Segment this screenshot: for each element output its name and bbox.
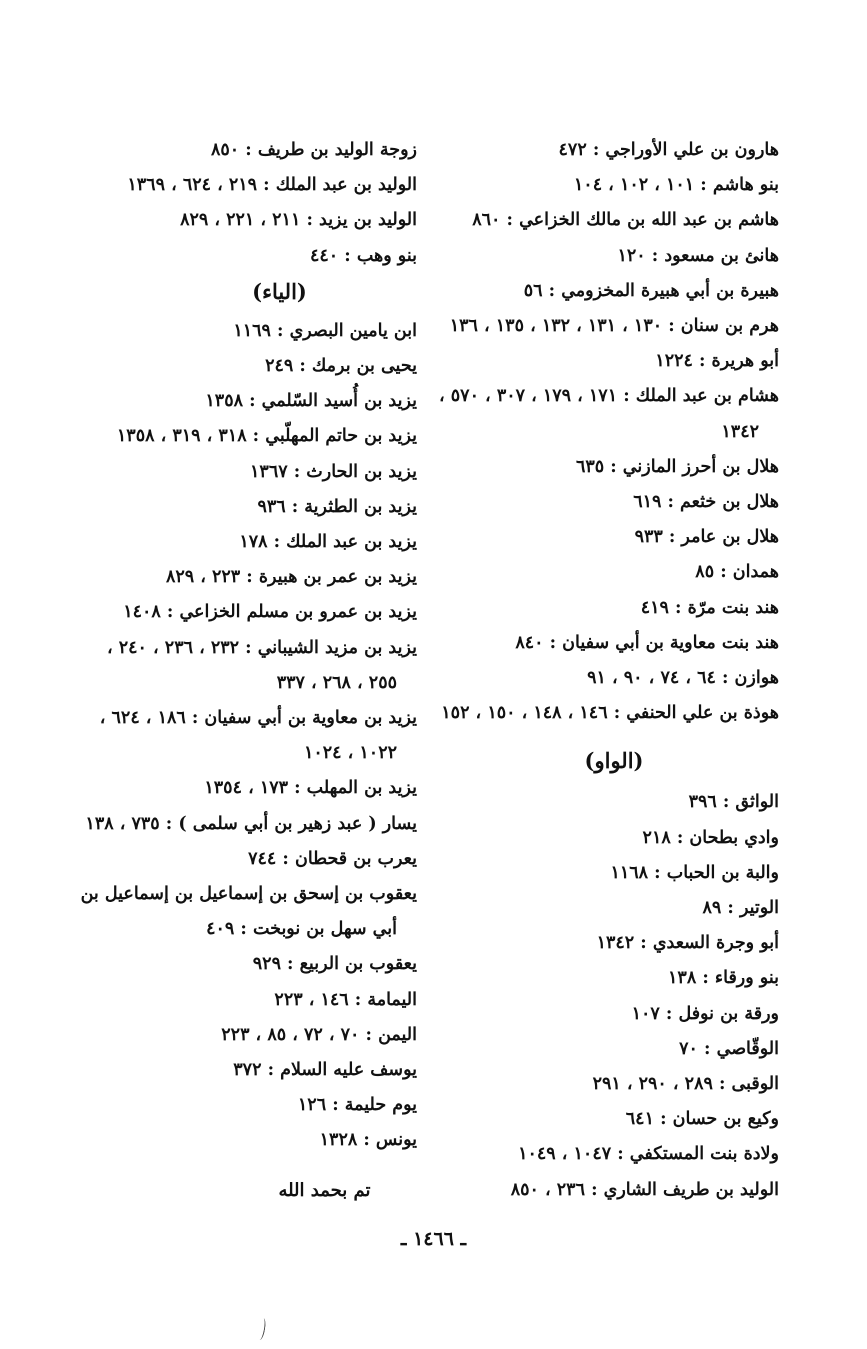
index-entry: هاشم بن عبد الله بن مالك الخزاعي : ٨٦٠ [472, 210, 779, 231]
index-entry: والبة بن الحباب : ١١٦٨ [610, 862, 779, 883]
page-number: ـ ١٤٦٦ ـ [400, 1228, 467, 1250]
index-entry-continuation: ١٠٢٢ ، ١٠٢٤ [303, 743, 397, 764]
index-entry: الوليد بن عبد الملك : ٢١٩ ، ٦٢٤ ، ١٣٦٩ [127, 175, 417, 196]
index-entry: يزيد بن معاوية بن أبي سفيان : ١٨٦ ، ٦٢٤ ، [99, 708, 417, 729]
scan-mark [256, 1318, 267, 1341]
section-heading-waw: (الواو) [584, 748, 644, 774]
index-entry: يزيد بن حاتم المهلّبي : ٣١٨ ، ٣١٩ ، ١٣٥٨ [116, 426, 417, 447]
index-entry: هند بنت مرّة : ٤١٩ [640, 597, 779, 618]
index-entry: يعقوب بن الربيع : ٩٢٩ [252, 954, 417, 975]
index-entry: الوليد بن يزيد : ٢١١ ، ٢٢١ ، ٨٢٩ [180, 210, 417, 231]
index-entry: هلال بن أحرز المازني : ٦٣٥ [575, 456, 779, 477]
section-heading-ya: (الياء) [252, 278, 307, 304]
index-entry: أبو وجرة السعدي : ١٣٤٢ [596, 933, 779, 954]
closing-phrase: تم بحمد الله [278, 1179, 371, 1201]
index-entry: هانئ بن مسعود : ١٢٠ [617, 245, 779, 266]
index-entry: يونس : ١٣٢٨ [319, 1130, 417, 1151]
index-entry: يوم حليمة : ١٢٦ [297, 1095, 417, 1116]
index-column-left [82, 133, 417, 1208]
index-entry: اليمامة : ١٤٦ ، ٢٢٣ [274, 989, 417, 1010]
index-entry: هبيرة بن أبي هبيرة المخزومي : ٥٦ [523, 280, 779, 301]
index-entry: همدان : ٨٥ [695, 562, 779, 583]
index-entry: هند بنت معاوية بن أبي سفيان : ٨٤٠ [515, 632, 779, 653]
index-entry: الواثق : ٣٩٦ [688, 792, 779, 813]
index-entry: الوقبى : ٢٨٩ ، ٢٩٠ ، ٢٩١ [592, 1074, 779, 1095]
index-entry: يزيد بن عبد الملك : ١٧٨ [239, 532, 417, 553]
index-entry-continuation: ١٣٤٢ [721, 421, 759, 442]
index-entry: هشام بن عبد الملك : ١٧١ ، ١٧٩ ، ٣٠٧ ، ٥٧٠ ، [439, 386, 779, 407]
index-entry: ورقة بن نوفل : ١٠٧ [631, 1003, 779, 1024]
index-entry: ولادة بنت المستكفي : ١٠٤٧ ، ١٠٤٩ [518, 1144, 779, 1165]
index-entry: يعقوب بن إسحق بن إسماعيل بن إسماعيل بن [80, 884, 417, 905]
index-entry: يوسف عليه السلام : ٣٧٢ [233, 1060, 417, 1081]
index-entry: بنو ورقاء : ١٣٨ [668, 968, 779, 989]
index-entry: هوذة بن علي الحنفي : ١٤٦ ، ١٤٨ ، ١٥٠ ، ١٥٢ [441, 703, 779, 724]
index-entry: وكيع بن حسان : ٦٤١ [625, 1109, 779, 1130]
index-entry: هارون بن علي الأوراجي : ٤٧٢ [558, 140, 779, 160]
index-entry: يسار ( عبد زهير بن أبي سلمى ) : ٧٣٥ ، ١٣٨ [85, 813, 417, 834]
index-entry: يزيد بن المهلب : ١٧٣ ، ١٣٥٤ [204, 778, 417, 799]
index-entry: الوليد بن طريف الشاري : ٢٣٦ ، ٨٥٠ [510, 1179, 779, 1200]
index-entry: هلال بن عامر : ٩٣٣ [634, 527, 779, 548]
index-entry: بنو وهب : ٤٤٠ [310, 245, 417, 266]
index-entry: الوقّاصي : ٧٠ [679, 1038, 779, 1059]
index-entry: هلال بن خثعم : ٦١٩ [633, 492, 779, 513]
index-entry: زوجة الوليد بن طريف : ٨٥٠ [210, 140, 417, 160]
index-entry: يزيد بن الحارث : ١٣٦٧ [250, 461, 417, 482]
index-entry: وادي بطحان : ٢١٨ [642, 827, 779, 848]
index-entry-continuation: أبي سهل بن نوبخت : ٤٠٩ [206, 919, 397, 940]
index-entry: بنو هاشم : ١٠١ ، ١٠٢ ، ١٠٤ [573, 175, 779, 196]
index-entry: يزيد بن عمر بن هبيرة : ٢٢٣ ، ٨٢٩ [165, 567, 417, 588]
index-entry: أبو هريرة : ١٢٢٤ [655, 351, 779, 372]
index-entry: ابن يامين البصري : ١١٦٩ [233, 320, 417, 341]
index-entry: هرم بن سنان : ١٣٠ ، ١٣١ ، ١٣٢ ، ١٣٥ ، ١٣٦ [449, 316, 779, 337]
index-entry: الوتير : ٨٩ [702, 898, 779, 919]
index-entry: يعرب بن قحطان : ٧٤٤ [248, 848, 417, 869]
index-entry: يزيد بن أُسيد السّلمي : ١٣٥٨ [205, 391, 417, 412]
index-entry: يزيد بن عمرو بن مسلم الخزاعي : ١٤٠٨ [123, 602, 417, 623]
index-entry: يحيى بن برمك : ٢٤٩ [265, 356, 417, 377]
index-column-right [439, 133, 779, 1208]
index-entry: يزيد بن الطثرية : ٩٣٦ [257, 496, 417, 517]
index-entry-continuation: ٢٥٥ ، ٢٦٨ ، ٣٣٧ [276, 672, 397, 693]
index-entry: هوازن : ٦٤ ، ٧٤ ، ٩٠ ، ٩١ [587, 668, 779, 689]
index-entry: اليمن : ٧٠ ، ٧٢ ، ٨٥ ، ٢٢٣ [221, 1024, 417, 1045]
index-entry: يزيد بن مزيد الشيباني : ٢٣٢ ، ٢٣٦ ، ٢٤٠ ، [107, 637, 417, 658]
